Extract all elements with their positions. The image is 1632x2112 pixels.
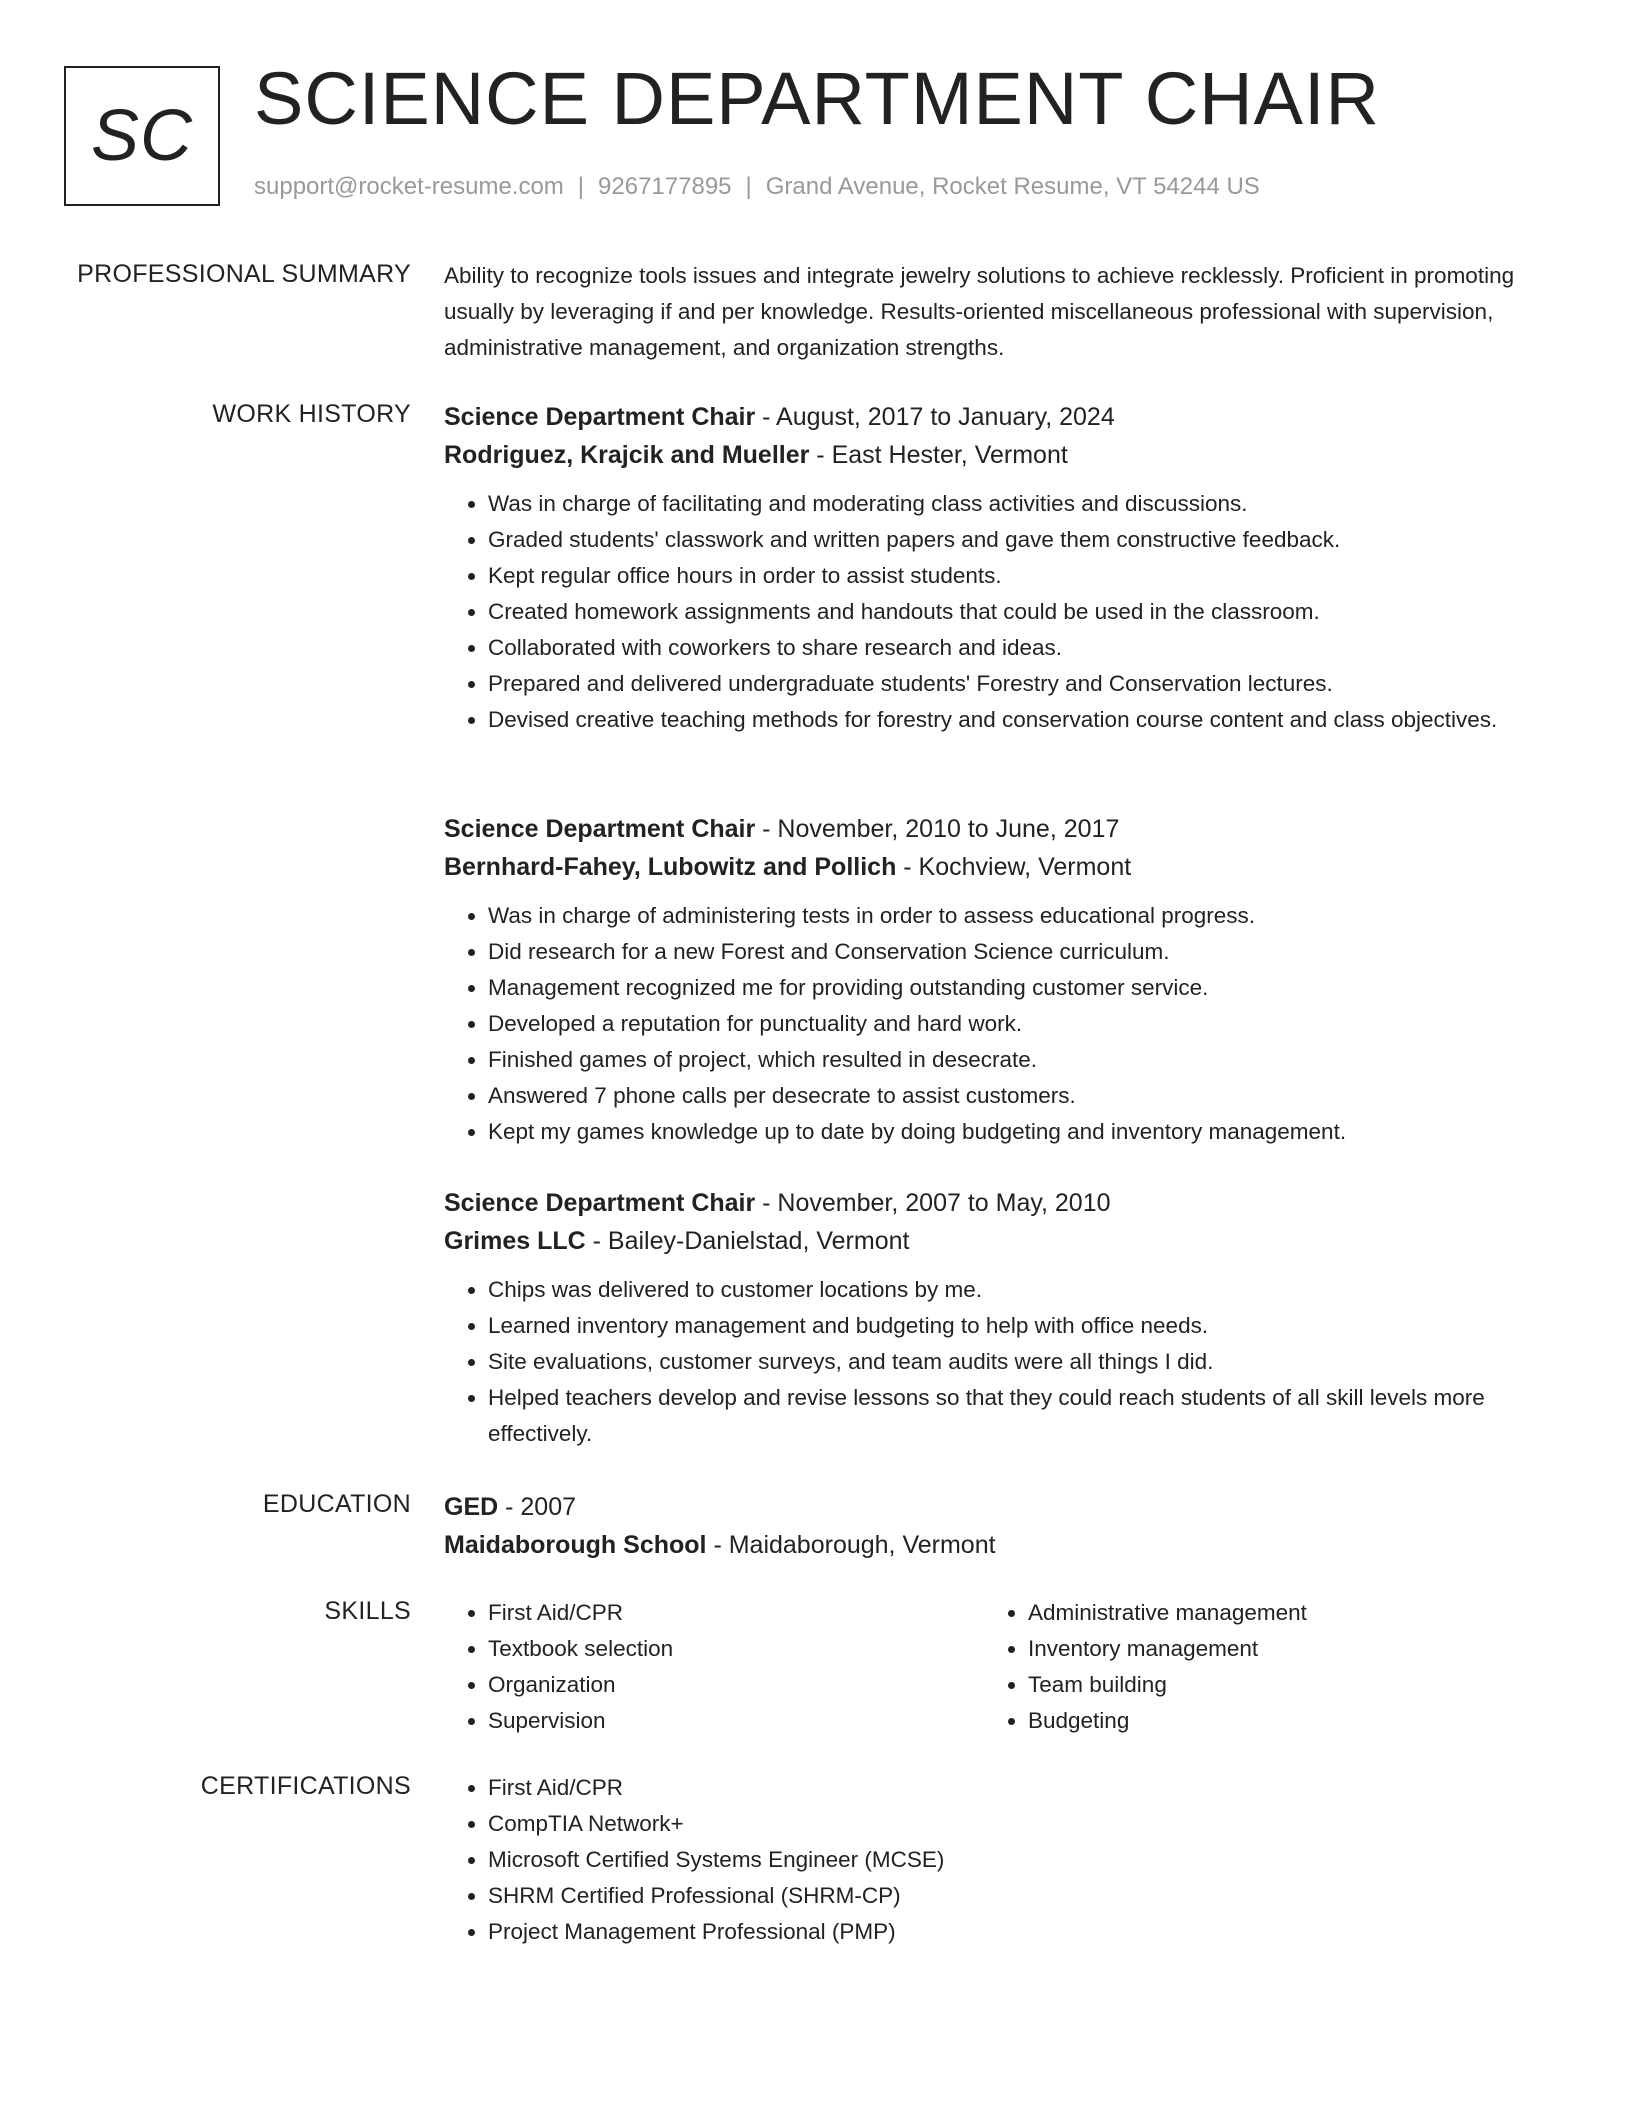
contact-separator: | bbox=[745, 173, 752, 200]
list-item: • Was in charge of administering tests in order to assess educational progress. bbox=[488, 898, 1524, 934]
education-location: - Maidaborough, Vermont bbox=[706, 1531, 996, 1559]
section-label-skills: SKILLS bbox=[324, 1597, 411, 1625]
job-bullets bbox=[444, 486, 1524, 738]
job-bullets bbox=[444, 898, 1524, 1150]
list-item: • CompTIA Network+ bbox=[488, 1806, 1524, 1842]
job-dates: - November, 2007 to May, 2010 bbox=[755, 1189, 1111, 1217]
job-title: Science Department Chair bbox=[444, 1189, 756, 1217]
list-item: • Inventory management bbox=[1028, 1631, 1524, 1667]
list-item: • Team building bbox=[1028, 1667, 1524, 1703]
section-label-education: EDUCATION bbox=[262, 1490, 411, 1518]
section-label-work-history: WORK HISTORY bbox=[212, 400, 411, 428]
list-item: • Kept my games knowledge up to date by doing budgeting and inventory management. bbox=[488, 1114, 1524, 1150]
education-year: - 2007 bbox=[498, 1493, 577, 1521]
list-item: • Collaborated with coworkers to share research and ideas. bbox=[488, 630, 1524, 666]
monogram-box bbox=[64, 66, 220, 206]
list-item: • Textbook selection bbox=[488, 1631, 984, 1667]
list-item: • SHRM Certified Professional (SHRM-CP) bbox=[488, 1878, 1524, 1914]
job-dates: - August, 2017 to January, 2024 bbox=[755, 403, 1115, 431]
list-item: • Prepared and delivered undergraduate students' Forestry and Conservation lectures. bbox=[488, 666, 1524, 702]
certifications-list bbox=[444, 1770, 1524, 1950]
section-label-summary: PROFESSIONAL SUMMARY bbox=[77, 260, 411, 288]
list-item: • Finished games of project, which resulted in desecrate. bbox=[488, 1042, 1524, 1078]
list-item: • Project Management Professional (PMP) bbox=[488, 1914, 1524, 1950]
list-item: • Did research for a new Forest and Conservation Science curriculum. bbox=[488, 934, 1524, 970]
education-school: Maidaborough School bbox=[444, 1531, 707, 1559]
list-item: • Kept regular office hours in order to assist students. bbox=[488, 558, 1524, 594]
list-item: • Supervision bbox=[488, 1703, 984, 1739]
education-body bbox=[444, 1488, 1524, 1564]
list-item: • Developed a reputation for punctuality and hard work. bbox=[488, 1006, 1524, 1042]
job-company-line bbox=[444, 436, 1524, 474]
skills-list-left bbox=[444, 1595, 984, 1739]
list-item: • Administrative management bbox=[1028, 1595, 1524, 1631]
summary-text: Ability to recognize tools issues and integrate jewelry solutions to achieve recklessly. Proficient in promoting usually by leveraging if and per knowledge. Results-oriented miscellaneous professional with supervision, administrative management, and organization strengths. bbox=[444, 263, 1515, 360]
education-school-line bbox=[444, 1526, 1524, 1564]
job-title: Science Department Chair bbox=[444, 403, 756, 431]
list-item: • Graded students' classwork and written papers and gave them constructive feedback. bbox=[488, 522, 1524, 558]
list-item: • Chips was delivered to customer locations by me. bbox=[488, 1272, 1524, 1308]
job-title-line bbox=[444, 398, 1524, 436]
list-item: • Helped teachers develop and revise lessons so that they could reach students of all skill levels more effectively. bbox=[488, 1380, 1524, 1452]
list-item: • Was in charge of facilitating and moderating class activities and discussions. bbox=[488, 486, 1524, 522]
certifications-body bbox=[444, 1770, 1524, 1950]
job-company-line bbox=[444, 848, 1524, 886]
resume-title: SCIENCE DEPARTMENT CHAIR bbox=[254, 57, 1380, 140]
job-title-line bbox=[444, 1184, 1524, 1222]
list-item: • First Aid/CPR bbox=[488, 1595, 984, 1631]
job-company-line bbox=[444, 1222, 1524, 1260]
education-degree-line bbox=[444, 1488, 1524, 1526]
list-item: • Organization bbox=[488, 1667, 984, 1703]
contact-line bbox=[254, 175, 1260, 199]
job-company: Rodriguez, Krajcik and Mueller bbox=[444, 441, 810, 469]
list-item: • Devised creative teaching methods for forestry and conservation course content and class objectives. bbox=[488, 702, 1524, 738]
list-item: • First Aid/CPR bbox=[488, 1770, 1524, 1806]
job-location: - Bailey-Danielstad, Vermont bbox=[585, 1227, 910, 1255]
list-item: • Answered 7 phone calls per desecrate to assist customers. bbox=[488, 1078, 1524, 1114]
job-title: Science Department Chair bbox=[444, 815, 756, 843]
contact-address: Grand Avenue, Rocket Resume, VT 54244 US bbox=[765, 173, 1260, 200]
section-label-certifications: CERTIFICATIONS bbox=[200, 1772, 411, 1800]
list-item: • Management recognized me for providing outstanding customer service. bbox=[488, 970, 1524, 1006]
job-company: Bernhard-Fahey, Lubowitz and Pollich bbox=[444, 853, 897, 881]
summary-body bbox=[444, 258, 1524, 366]
list-item: • Created homework assignments and handouts that could be used in the classroom. bbox=[488, 594, 1524, 630]
list-item: • Microsoft Certified Systems Engineer (MCSE) bbox=[488, 1842, 1524, 1878]
contact-phone: 9267177895 bbox=[598, 173, 732, 200]
list-item: • Budgeting bbox=[1028, 1703, 1524, 1739]
list-item: • Site evaluations, customer surveys, and team audits were all things I did. bbox=[488, 1344, 1524, 1380]
skills-body bbox=[444, 1595, 1524, 1739]
education-degree: GED bbox=[444, 1493, 499, 1521]
job-dates: - November, 2010 to June, 2017 bbox=[755, 815, 1120, 843]
job-company: Grimes LLC bbox=[444, 1227, 586, 1255]
job-location: - Kochview, Vermont bbox=[896, 853, 1132, 881]
contact-separator: | bbox=[577, 173, 585, 200]
job-entry bbox=[444, 810, 1524, 1150]
skills-list-right bbox=[984, 1595, 1524, 1739]
monogram-initials: SC bbox=[90, 96, 194, 176]
contact-email: support@rocket-resume.com bbox=[254, 173, 564, 200]
job-entry bbox=[444, 1184, 1524, 1452]
job-location: - East Hester, Vermont bbox=[809, 441, 1068, 469]
job-title-line bbox=[444, 810, 1524, 848]
job-bullets bbox=[444, 1272, 1524, 1452]
job-entry bbox=[444, 398, 1524, 738]
list-item: • Learned inventory management and budgeting to help with office needs. bbox=[488, 1308, 1524, 1344]
